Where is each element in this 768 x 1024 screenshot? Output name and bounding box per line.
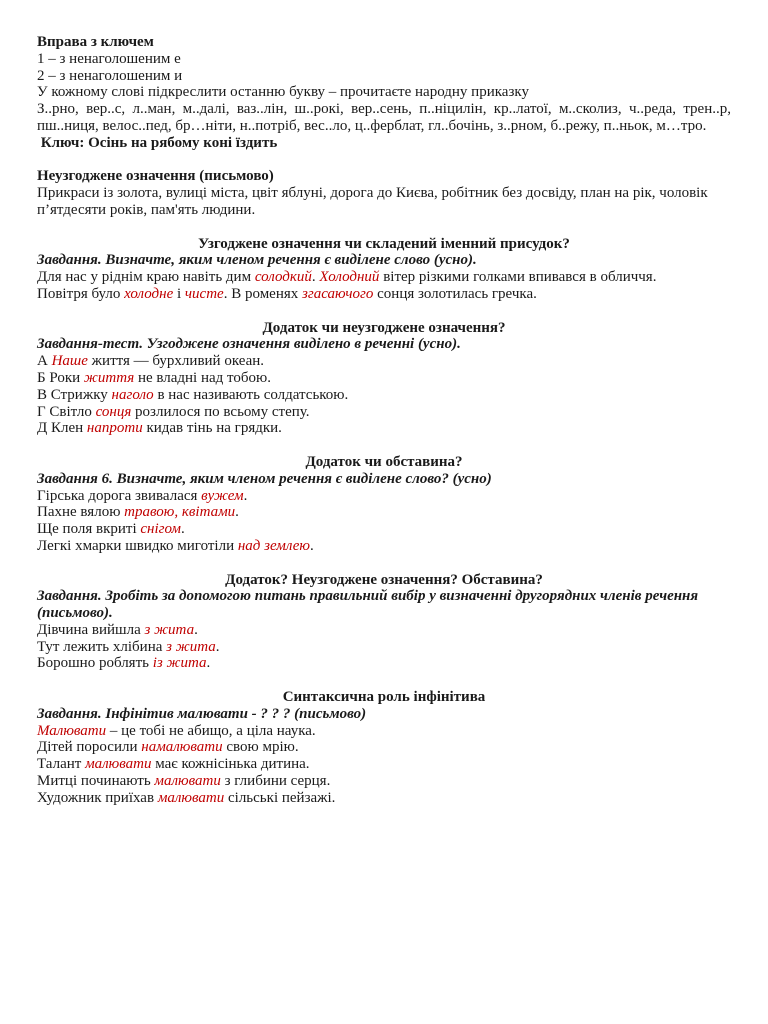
highlighted-word: солодкий bbox=[254, 269, 312, 286]
word-list: З..рно, вер..с, л..ман, м..далі, ваз..лін, ш..рокі, вер..сень, п..ніцилін, кр..латої, м..сколиз, ч..реда, трен..р, пш..ниця, велос..пед, бр…ніти, н..потріб, вес..ло, ц..ферблат, гл..бочінь, з..рном, б..режу, п..ньок, м…тро. bbox=[37, 101, 731, 134]
highlighted-word: згасаючого bbox=[302, 285, 374, 302]
section-title-object-or-adverbial: Додаток чи обставина? bbox=[305, 453, 463, 470]
highlighted-word: життя bbox=[83, 369, 135, 386]
highlighted-word: малювати bbox=[157, 789, 225, 806]
sentence-line: Дівчина вийшла з жита. bbox=[37, 621, 198, 638]
examples-paragraph: Прикраси із золота, вулиці міста, цвіт яблуні, дорога до Києва, робітник без досвіду, план на рік, чоловік п’ятдесяти років, пам'ять людини. bbox=[37, 185, 708, 218]
task-line: Завдання. Інфінітив малювати - ? ? ? (письмово) bbox=[37, 705, 367, 722]
highlighted-word: сонця bbox=[95, 403, 132, 420]
task-line: Завдання. Визначте, яким членом речення є виділене слово (усно). bbox=[37, 252, 477, 269]
sentence-line: Художник приїхав малювати сільські пейзажі. bbox=[37, 789, 336, 806]
highlighted-word: намалювати bbox=[141, 739, 223, 756]
highlighted-word: Наше bbox=[51, 353, 88, 370]
sentence-line: Для нас у ріднім краю навіть дим солодкий. Холодний вітер різкими голками впивався в обличчя. bbox=[37, 269, 657, 286]
highlighted-word: Холодний bbox=[319, 269, 380, 286]
sentence-line: Борошно роблять із жита. bbox=[37, 655, 211, 672]
highlighted-word: з жита bbox=[166, 638, 216, 655]
sentence-line: Пахне вялою травою, квітами. bbox=[37, 504, 239, 521]
highlighted-word: із жита bbox=[152, 655, 207, 672]
sentence-line: Митці починають малювати з глибини серця. bbox=[37, 773, 331, 790]
task-line: Завдання. Зробіть за допомогою питань правильний вибір у визначенні другорядних членів речення (письмово). bbox=[37, 588, 699, 622]
highlighted-word: чисте bbox=[184, 285, 224, 302]
instruction-line: У кожному слові підкреслити останню букву – прочитаєте народну приказку bbox=[37, 84, 529, 101]
sentence-line: Гірська дорога звивалася вужем. bbox=[37, 487, 248, 504]
sentence-line: Ще поля вкриті снігом. bbox=[37, 521, 185, 538]
document-page bbox=[37, 34, 731, 807]
section-title-exercise-key: Вправа з ключем bbox=[37, 34, 154, 50]
test-option-d: Д Клен напроти кидав тінь на грядки. bbox=[37, 420, 282, 437]
sentence-line: Малювати – це тобі не абищо, а ціла наука. bbox=[37, 722, 316, 739]
highlighted-word: наголо bbox=[111, 386, 154, 403]
legend-line-1: 1 – з ненаголошеним е bbox=[37, 50, 181, 67]
section-title-uncoordinated-attribute: Неузгоджене означення (письмово) bbox=[37, 168, 274, 185]
test-option-v: В Стрижку наголо в нас називають солдатською. bbox=[37, 386, 349, 403]
spacer bbox=[37, 219, 731, 236]
spacer bbox=[37, 303, 731, 320]
sentence-line: Легкі хмарки швидко миготіли над землею. bbox=[37, 537, 314, 554]
test-option-a: А Наше життя — бурхливий океан. bbox=[37, 353, 265, 370]
section-title-apposition-or-attribute: Додаток чи неузгоджене означення? bbox=[262, 319, 506, 336]
sentence-line: Талант малювати має кожнісінька дитина. bbox=[37, 756, 310, 773]
section-title-object-attribute-adverbial: Додаток? Неузгоджене означення? Обставина? bbox=[225, 571, 543, 588]
highlighted-word: малювати bbox=[85, 756, 152, 773]
highlighted-word: снігом bbox=[140, 521, 181, 538]
section-title-infinitive-role: Синтаксична роль інфінітива bbox=[282, 689, 486, 706]
test-option-b: Б Роки життя не владні над тобою. bbox=[37, 369, 271, 386]
section-title-attribute-or-predicate: Узгоджене означення чи складений іменний присудок? bbox=[198, 235, 570, 252]
highlighted-word: холодне bbox=[124, 285, 174, 302]
highlighted-word: Малювати bbox=[37, 722, 107, 739]
spacer bbox=[37, 437, 731, 454]
sentence-line: Тут лежить хлібина з жита. bbox=[37, 638, 220, 655]
task-line: Завдання 6. Визначте, яким членом речення є виділене слово? (усно) bbox=[37, 470, 492, 487]
highlighted-word: малювати bbox=[154, 773, 221, 790]
sentence-line: Дітей поросили намалювати свою мрію. bbox=[37, 739, 299, 756]
sentence-line: Повітря було холодне і чисте. В роменях згасаючого сонця золотилась гречка. bbox=[37, 285, 537, 302]
task-line: Завдання-тест. Узгоджене означення виділено в реченні (усно). bbox=[37, 336, 461, 353]
highlighted-word: напроти bbox=[86, 420, 143, 437]
highlighted-word: з жита bbox=[144, 621, 195, 638]
spacer bbox=[37, 152, 731, 169]
highlighted-word: вужем bbox=[201, 487, 244, 504]
spacer bbox=[37, 555, 731, 572]
highlighted-word: над землею bbox=[237, 537, 310, 554]
legend-line-2: 2 – з ненаголошеним и bbox=[37, 67, 183, 84]
highlighted-word: травою, квітами bbox=[124, 504, 236, 521]
test-option-g: Г Світло сонця розлилося по всьому степу. bbox=[37, 403, 310, 420]
answer-key: Ключ: Осінь на рябому коні їздить bbox=[37, 134, 278, 151]
spacer bbox=[37, 672, 731, 689]
